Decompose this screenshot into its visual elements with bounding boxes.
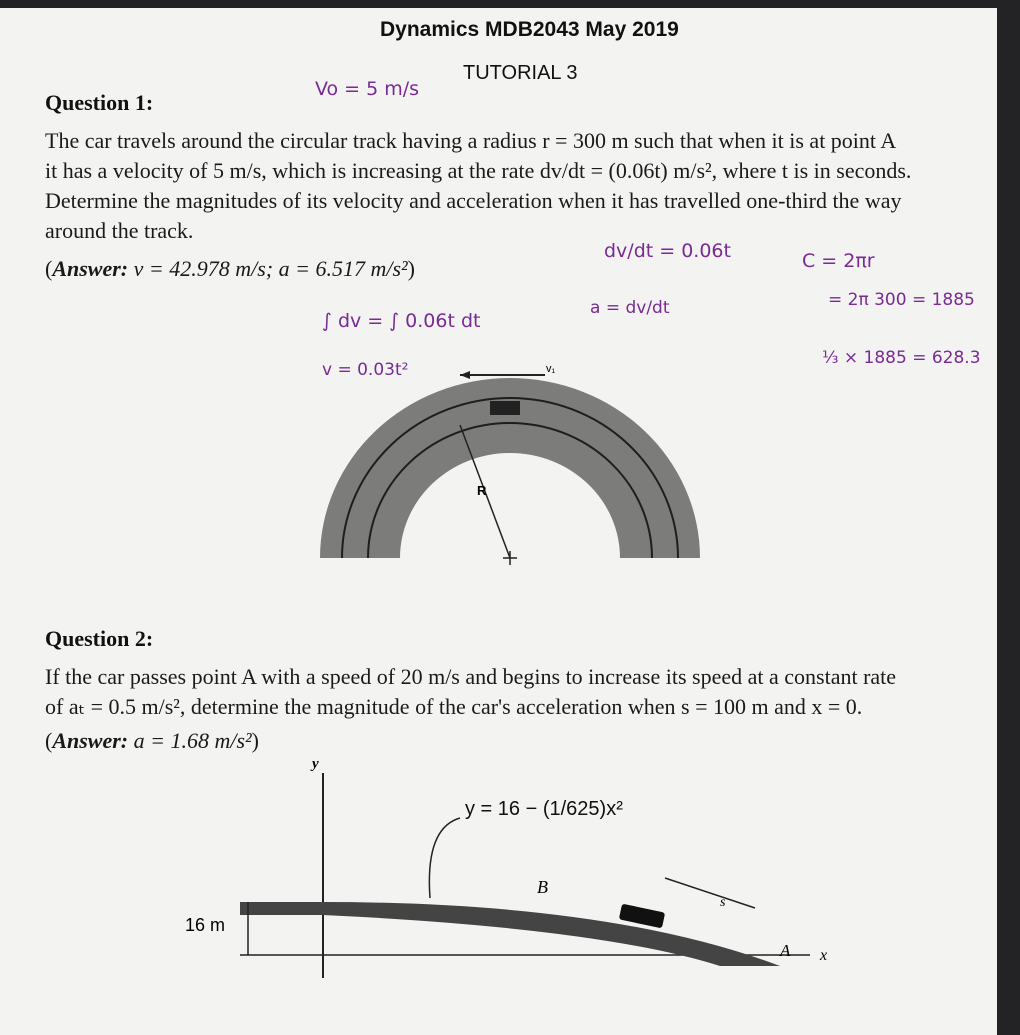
handwritten-dvdt: dv/dt = 0.06t bbox=[604, 240, 731, 262]
question2-answer: (Answer: a = 1.68 m/s²) bbox=[45, 728, 259, 753]
equation-pointer bbox=[429, 818, 460, 898]
parabola-equation: y = 16 − (1/625)x² bbox=[465, 798, 623, 820]
handwritten-circumference: C = 2πr bbox=[802, 250, 875, 272]
handwritten-circumference-value: = 2π 300 = 1885 bbox=[828, 290, 975, 310]
circular-track-figure bbox=[320, 363, 740, 578]
handwritten-v0: Vo = 5 m/s bbox=[315, 78, 420, 100]
document-title: Dynamics MDB2043 May 2019 bbox=[380, 18, 679, 41]
question1-line-2: it has a velocity of 5 m/s, which is increasing at the rate dv/dt = (0.06t) m/s², where t is in seconds. bbox=[45, 158, 912, 183]
question2-title: Question 2: bbox=[45, 626, 154, 651]
car bbox=[619, 904, 665, 929]
height-label: 16 m bbox=[185, 915, 226, 935]
question1-line-4: around the track. bbox=[45, 218, 194, 243]
y-axis-label: y bbox=[312, 756, 319, 772]
arc-length-line bbox=[665, 878, 755, 908]
answer-label: Answer: bbox=[52, 256, 129, 281]
answer-value: a = 1.68 m/s² bbox=[133, 728, 252, 753]
handwritten-acceleration: a = dv/dt bbox=[590, 298, 670, 318]
point-b-label: B bbox=[537, 877, 548, 897]
radius-label: R bbox=[477, 483, 487, 498]
question2-line-2: of aₜ = 0.5 m/s², determine the magnitude of the car's acceleration when s = 100 m and x = 0. bbox=[45, 694, 863, 719]
velocity-arrowhead bbox=[460, 371, 470, 379]
x-axis-label: x bbox=[820, 947, 828, 964]
handwritten-integral: ∫ dv = ∫ 0.06t dt bbox=[322, 310, 481, 332]
question1-line-3: Determine the magnitudes of its velocity and acceleration when it has travelled one-third the way bbox=[45, 188, 902, 213]
arc-length-label: s bbox=[720, 895, 726, 910]
answer-value: v = 42.978 m/s; a = 6.517 m/s² bbox=[133, 256, 408, 281]
tutorial-paper bbox=[0, 8, 997, 1035]
question1-answer: (Answer: v = 42.978 m/s; a = 6.517 m/s²) bbox=[45, 256, 415, 281]
question1-line-1: The car travels around the circular track having a radius r = 300 m such that when it is at point A bbox=[45, 128, 897, 153]
velocity-label: v₁ bbox=[546, 363, 556, 375]
handwritten-third-length: ⅓ × 1885 = 628.3 bbox=[822, 348, 981, 368]
road-surface bbox=[240, 902, 780, 966]
question2-line-1: If the car passes point A with a speed of 20 m/s and begins to increase its speed at a constant rate bbox=[45, 664, 897, 689]
question1-title: Question 1: bbox=[45, 90, 154, 115]
answer-label: Answer: bbox=[52, 728, 129, 753]
point-a-label: A bbox=[780, 941, 791, 960]
car bbox=[490, 401, 520, 415]
handwritten-velocity: v = 0.03t² bbox=[322, 360, 409, 380]
document-subtitle: TUTORIAL 3 bbox=[463, 62, 578, 84]
